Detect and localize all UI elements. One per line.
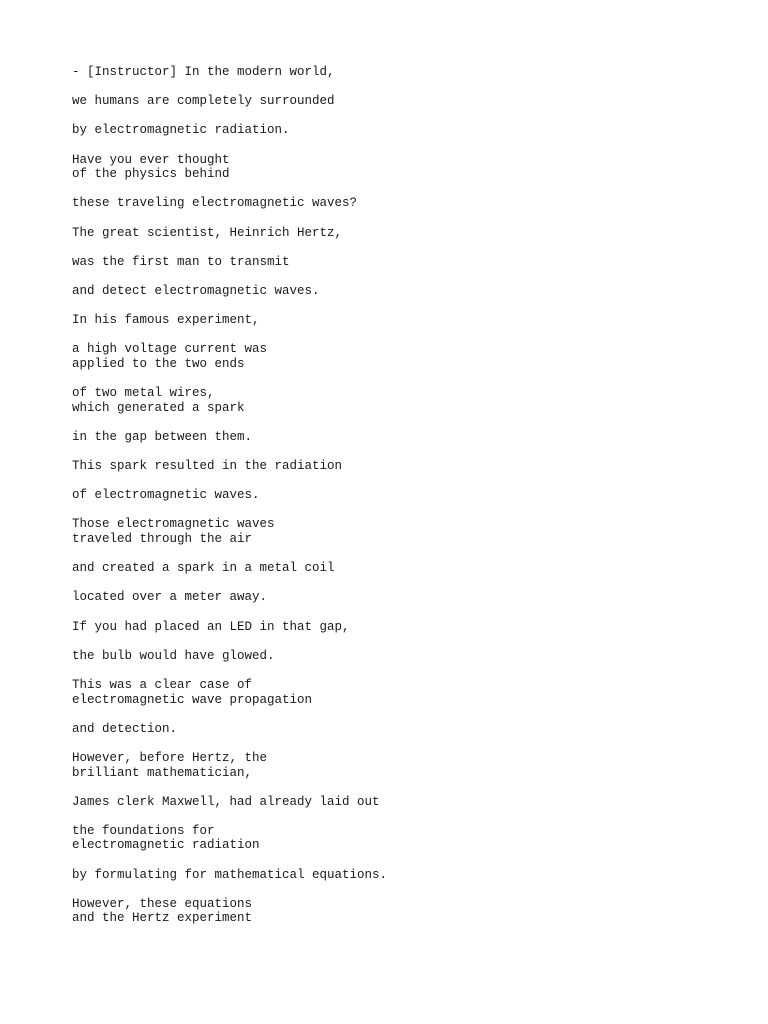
transcript-line: of electromagnetic waves. bbox=[72, 488, 260, 503]
transcript-line: the bulb would have glowed. bbox=[72, 648, 275, 663]
transcript-paragraph bbox=[72, 459, 712, 474]
transcript-paragraph bbox=[72, 517, 712, 546]
transcript-paragraph bbox=[72, 678, 712, 707]
transcript-paragraph bbox=[72, 590, 712, 605]
transcript-line: the foundations for bbox=[72, 823, 215, 838]
transcript-line: In his famous experiment, bbox=[72, 313, 260, 328]
transcript-paragraph bbox=[72, 751, 712, 780]
transcript-paragraph bbox=[72, 313, 712, 328]
transcript-paragraph bbox=[72, 649, 712, 664]
transcript-paragraph bbox=[72, 620, 712, 635]
transcript-line: If you had placed an LED in that gap, bbox=[72, 619, 350, 634]
transcript-paragraph bbox=[72, 153, 712, 182]
transcript-line: electromagnetic radiation bbox=[72, 838, 260, 853]
transcript-line: brilliant mathematician, bbox=[72, 765, 253, 780]
transcript-line: and detection. bbox=[72, 721, 178, 736]
transcript-paragraph bbox=[72, 196, 712, 211]
transcript-line: This was a clear case of bbox=[72, 677, 253, 692]
transcript-line: of two metal wires, bbox=[72, 386, 215, 401]
transcript-paragraph bbox=[72, 65, 712, 80]
transcript-line: a high voltage current was bbox=[72, 342, 268, 357]
transcript-paragraph bbox=[72, 561, 712, 576]
transcript-line: of the physics behind bbox=[72, 167, 230, 182]
transcript-line: The great scientist, Heinrich Hertz, bbox=[72, 225, 343, 240]
transcript-paragraph bbox=[72, 386, 712, 415]
transcript-line: traveled through the air bbox=[72, 532, 253, 546]
transcript-paragraph bbox=[72, 226, 712, 241]
transcript-line: - [Instructor] In the modern world, bbox=[72, 65, 335, 79]
transcript-paragraph bbox=[72, 255, 712, 270]
transcript-line: Have you ever thought bbox=[72, 152, 230, 167]
transcript-paragraph bbox=[72, 795, 712, 810]
transcript-line: and the Hertz experiment bbox=[72, 911, 253, 926]
transcript-paragraph bbox=[72, 897, 712, 926]
transcript-line: located over a meter away. bbox=[72, 590, 268, 605]
transcript-paragraph bbox=[72, 284, 712, 299]
transcript-line: However, these equations bbox=[72, 896, 253, 911]
transcript-paragraph bbox=[72, 94, 712, 109]
transcript-line: This spark resulted in the radiation bbox=[72, 459, 343, 474]
transcript-paragraph bbox=[72, 123, 712, 138]
transcript-line: we humans are completely surrounded bbox=[72, 94, 335, 109]
transcript-paragraph bbox=[72, 868, 712, 883]
transcript-body bbox=[72, 65, 712, 941]
transcript-line: was the first man to transmit bbox=[72, 254, 290, 269]
transcript-line: applied to the two ends bbox=[72, 356, 245, 371]
transcript-paragraph bbox=[72, 488, 712, 503]
transcript-line: and created a spark in a metal coil bbox=[72, 561, 335, 576]
transcript-line: by electromagnetic radiation. bbox=[72, 123, 290, 138]
transcript-paragraph bbox=[72, 824, 712, 853]
transcript-line: these traveling electromagnetic waves? bbox=[72, 196, 358, 211]
transcript-line: which generated a spark bbox=[72, 400, 245, 415]
transcript-paragraph bbox=[72, 722, 712, 737]
transcript-line: James clerk Maxwell, had already laid out bbox=[72, 794, 380, 809]
transcript-line: and detect electromagnetic waves. bbox=[72, 283, 320, 298]
transcript-line: Those electromagnetic waves bbox=[72, 517, 275, 532]
transcript-paragraph bbox=[72, 430, 712, 445]
transcript-line: in the gap between them. bbox=[72, 429, 253, 444]
transcript-line: electromagnetic wave propagation bbox=[72, 692, 313, 707]
transcript-line: However, before Hertz, the bbox=[72, 750, 268, 765]
transcript-paragraph bbox=[72, 342, 712, 371]
transcript-line: by formulating for mathematical equations. bbox=[72, 867, 388, 882]
